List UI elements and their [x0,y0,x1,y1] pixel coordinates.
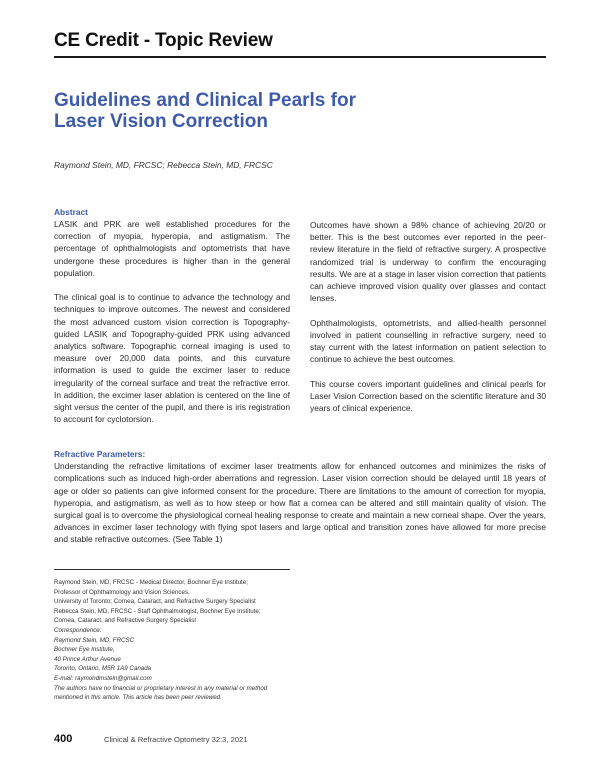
abstract-paragraph: This course covers important guidelines and clinical pearls for Laser Vision Correction based on the scientific literature and 30 years of clinical experience. [310,378,546,414]
footnote-line: Correspondence: [54,626,102,634]
footnote-email: E-mail: raymondmstein@gmail.com [54,674,152,682]
footnote-line: Professor of Ophthalmology and Vision Sciences, [54,588,190,596]
abstract-paragraph: The clinical goal is to continue to advance the technology and techniques to improve outcomes. The newest and considered the most advanced custom vision correction is Topography-guided LASIK and Topography-guided PRK using advanced analytics software. Topographic corneal imaging is used to measure over 20,000 data points, and this curvature information is used to guide the excimer laser to reduce irregularity of the corneal surface and treat the refractive error. In addition, the excimer laser ablation is centered on the line of sight versus the center of the pupil, and there is iris registration to account for cyclotorsion. [54,292,290,425]
article-title-line-1: Guidelines and Clinical Pearls for [54,90,356,111]
author-list: Raymond Stein, MD, FRCSC; Rebecca Stein, MD, FRCSC [54,160,273,170]
refractive-parameters-text: Understanding the refractive limitations of excimer laser treatments allow for enhanced outcomes and minimizes the risks of complications such as induced high-order aberrations and regression. Laser vision correction should be delayed until 18 years of age or older so patients can give informed consent for the procedure. There are limitations to the amount of correction for myopia, hyperopia, and astigmatism, as well as to how steep or how flat a cornea can be altered and still maintain quality of vision. The surgical goal is to overcome the physiological corneal healing response to create and maintain a new corneal shape. Over the years, advances in excimer laser technology with flying spot lasers and large optical and transition zones have allowed for more precise and stable refractive outcomes. (See Table 1) [54,461,546,545]
article-title-line-2: Laser Vision Correction [54,111,268,132]
journal-citation: Clinical & Refractive Optometry 32:3, 2021 [104,735,248,744]
refractive-parameters-section [54,448,546,546]
footnote-line: The authors have no financial or proprietary interest in any material or method [54,684,268,692]
header-rule [54,56,546,58]
footnote-line: University of Toronto; Cornea, Cataract, and Refractive Surgery Specialist [54,598,256,606]
footnote-line: Cornea, Cataract, and Refractive Surgery Specialist [54,617,197,625]
abstract-paragraph: LASIK and PRK are well established procedures for the correction of myopia, hyperopia, and astigmatism. The percentage of ophthalmologists and optometrists that have undergone these procedures is higher than in the general population. [54,219,290,278]
footnote-line: mentioned in this article. This article has been peer reviewed. [54,694,222,702]
refractive-parameters-heading: Refractive Parameters: [54,449,146,459]
abstract-right-column [310,219,546,426]
footnote-line: Toronto, Ontario, M5R 1A9 Canada [54,665,152,673]
footnote-line: 40 Prince Arthur Avenue [54,655,121,663]
abstract-heading: Abstract [54,207,88,217]
footnote-line: Bochner Eye Institute, [54,646,115,654]
abstract-paragraph: Ophthalmologists, optometrists, and allied-health personnel involved in patient counselling in refractive surgery, need to stay current with the latest information on patient selection to continue to achieve the best outcomes. [310,317,546,365]
footnote-line: Raymond Stein, MD, FRCSC - Medical Director, Bochner Eye Institute; [54,579,248,586]
section-header: CE Credit - Topic Review [54,30,273,51]
page-number: 400 [54,733,73,745]
footnote-divider [54,569,290,570]
abstract-paragraph: Outcomes have shown a 98% chance of achieving 20/20 or better. This is the best outcomes ever reported in the peer-review literature in the field of refractive surgery. A prospective randomized trial is underway to confirm the encouraging results. We are at a stage in laser vision correction that patients can achieve improved vision quality over glasses and contact lenses. [310,220,546,304]
abstract-left-column [54,207,290,438]
footnote-line: Rebecca Stein, MD, FRCSC - Staff Ophthalmologist, Bochner Eye Institute; [54,607,261,615]
author-footnotes [54,578,314,703]
footnote-line: Raymond Stein, MD, FRCSC [54,636,135,644]
article-title [54,90,474,132]
